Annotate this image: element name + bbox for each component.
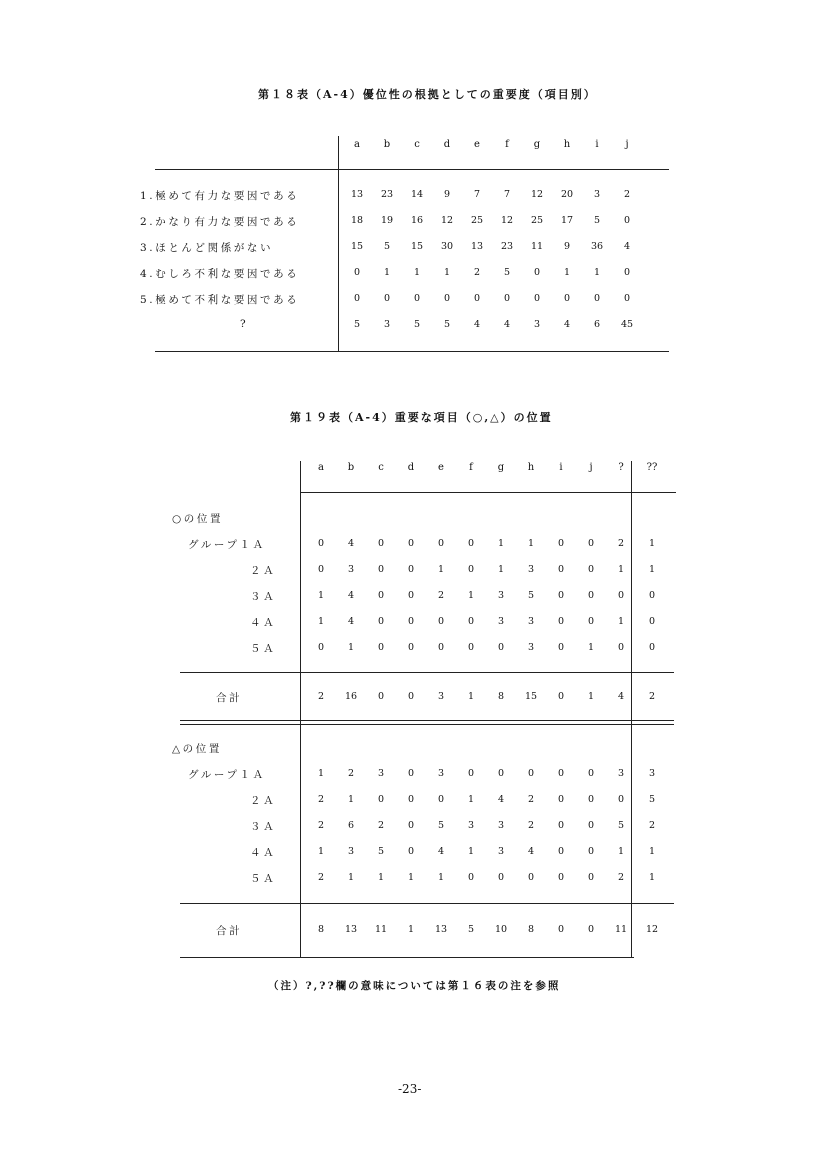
table19-extra-cell: 5 bbox=[648, 794, 656, 805]
table18-cell: 0 bbox=[533, 267, 541, 278]
table19-total-cell: 0 bbox=[377, 691, 385, 702]
table19-total-cell: 13 bbox=[344, 924, 358, 935]
table18-cell: 0 bbox=[623, 215, 631, 226]
table19-row-label: ２Ａ bbox=[250, 565, 277, 577]
table18-cell: 5 bbox=[443, 319, 451, 330]
table19-cell: 4 bbox=[347, 616, 355, 627]
table18-col-header: f bbox=[505, 139, 509, 150]
table18-col-header: h bbox=[563, 139, 571, 150]
table19-cell: 2 bbox=[617, 872, 625, 883]
table19-cell: 0 bbox=[527, 872, 535, 883]
table19-total-cell: 8 bbox=[527, 924, 535, 935]
section-double-rule-bottom bbox=[180, 724, 674, 725]
table19-extra-cell: 0 bbox=[648, 590, 656, 601]
table18-cell: 14 bbox=[410, 189, 424, 200]
table19-cell: 0 bbox=[557, 768, 565, 779]
table19-cell: 2 bbox=[347, 768, 355, 779]
table19-cell: 3 bbox=[497, 590, 505, 601]
table19-cell: 0 bbox=[437, 538, 445, 549]
table18-cell: 1 bbox=[413, 267, 421, 278]
table19-total-label: 合計 bbox=[216, 692, 243, 704]
table18-cell: 5 bbox=[413, 319, 421, 330]
table18-title: 第１８表（A-4）優位性の根拠としての重要度（項目別） bbox=[258, 88, 597, 101]
table19-cell: 3 bbox=[527, 564, 535, 575]
table19-row-label: ３Ａ bbox=[250, 591, 277, 603]
table19-cell: 0 bbox=[317, 642, 325, 653]
table18-cell: 12 bbox=[500, 215, 514, 226]
table18-cell: 0 bbox=[503, 293, 511, 304]
table19-label-divider bbox=[300, 461, 301, 957]
table19-cell: 4 bbox=[497, 794, 505, 805]
table19-cell: 0 bbox=[587, 794, 595, 805]
table19-total-cell: 1 bbox=[467, 691, 475, 702]
table19-total-cell: 1 bbox=[407, 924, 415, 935]
table19-cell: 1 bbox=[617, 616, 625, 627]
table19-cell: 0 bbox=[557, 538, 565, 549]
footnote: （注）?,??欄の意味については第１６表の注を参照 bbox=[268, 980, 561, 992]
table19-cell: 3 bbox=[497, 616, 505, 627]
table18-cell: 0 bbox=[533, 293, 541, 304]
table19-cell: 0 bbox=[407, 538, 415, 549]
table18-cell: 4 bbox=[473, 319, 481, 330]
table19-cell: 0 bbox=[407, 590, 415, 601]
table19-cell: 0 bbox=[407, 820, 415, 831]
table19-total-cell: 8 bbox=[497, 691, 505, 702]
table18-cell: 7 bbox=[503, 189, 511, 200]
table19-extra-cell: 0 bbox=[648, 642, 656, 653]
table19-cell: 3 bbox=[497, 846, 505, 857]
table19-cell: 3 bbox=[467, 820, 475, 831]
table19-cell: 3 bbox=[377, 768, 385, 779]
table19-cell: 3 bbox=[497, 820, 505, 831]
table19-header-rule bbox=[300, 492, 676, 493]
table19-extra-cell: 1 bbox=[648, 846, 656, 857]
table19-cell: 0 bbox=[377, 616, 385, 627]
table19-cell: 2 bbox=[527, 794, 535, 805]
table19-cell: 0 bbox=[467, 768, 475, 779]
table18-cell: 17 bbox=[560, 215, 574, 226]
table18-header-rule bbox=[155, 169, 669, 170]
table19-cell: 1 bbox=[437, 564, 445, 575]
table19-col-header: c bbox=[378, 462, 384, 473]
table19-cell: 3 bbox=[347, 846, 355, 857]
table18-cell: 13 bbox=[350, 189, 364, 200]
table18-cell: 4 bbox=[503, 319, 511, 330]
table18-col-header: g bbox=[533, 139, 541, 150]
table18-label-divider bbox=[338, 136, 339, 352]
table19-cell: 0 bbox=[617, 642, 625, 653]
table19-extra-cell: 1 bbox=[648, 872, 656, 883]
table19-total-extra: 2 bbox=[648, 691, 656, 702]
table19-cell: 5 bbox=[437, 820, 445, 831]
table19-cell: 0 bbox=[587, 820, 595, 831]
table19-col-header: g bbox=[497, 462, 505, 473]
table18-cell: 36 bbox=[590, 241, 604, 252]
table19-cell: 0 bbox=[407, 642, 415, 653]
table18-cell: 0 bbox=[353, 267, 361, 278]
table19-total-cell: 11 bbox=[614, 924, 628, 935]
table19-cell: 0 bbox=[377, 642, 385, 653]
table19-bottom-rule bbox=[180, 957, 634, 958]
table19-row-label: ５Ａ bbox=[250, 873, 277, 885]
table19-extra-col-header: ?? bbox=[646, 462, 658, 473]
table19-cell: 0 bbox=[617, 590, 625, 601]
table19-extra-cell: 0 bbox=[648, 616, 656, 627]
table19-cell: 3 bbox=[347, 564, 355, 575]
table18-cell: 15 bbox=[350, 241, 364, 252]
table19-cell: 3 bbox=[437, 768, 445, 779]
table19-cell: 0 bbox=[617, 794, 625, 805]
table18-cell: 0 bbox=[383, 293, 391, 304]
table18-cell: 1 bbox=[563, 267, 571, 278]
table18-cell: 0 bbox=[623, 267, 631, 278]
table18-col-header: a bbox=[354, 139, 360, 150]
table19-cell: 0 bbox=[437, 794, 445, 805]
table19-total-cell: 15 bbox=[524, 691, 538, 702]
table18-cell: 45 bbox=[620, 319, 634, 330]
table18-cell: 6 bbox=[593, 319, 601, 330]
table18-col-header: b bbox=[383, 139, 391, 150]
triangle-section-heading: △の位置 bbox=[172, 743, 222, 755]
table19-row-label: ２Ａ bbox=[250, 795, 277, 807]
table19-cell: 1 bbox=[347, 642, 355, 653]
table19-cell: 0 bbox=[557, 872, 565, 883]
table18-cell: 16 bbox=[410, 215, 424, 226]
table19-cell: 4 bbox=[527, 846, 535, 857]
table19-col-header: ? bbox=[618, 462, 624, 473]
table19-cell: 0 bbox=[497, 642, 505, 653]
table19-cell: 1 bbox=[467, 846, 475, 857]
table18-row-label: 3.ほとんど関係がない bbox=[140, 242, 274, 254]
table19-total-label: 合計 bbox=[216, 925, 243, 937]
table19-cell: 0 bbox=[587, 564, 595, 575]
table18-cell: 5 bbox=[503, 267, 511, 278]
table18-cell: 0 bbox=[473, 293, 481, 304]
table19-cell: 0 bbox=[407, 616, 415, 627]
table19-cell: 0 bbox=[557, 794, 565, 805]
table19-cell: 0 bbox=[557, 846, 565, 857]
table19-total-cell: 0 bbox=[407, 691, 415, 702]
table18-cell: 9 bbox=[563, 241, 571, 252]
table19-col-header: e bbox=[438, 462, 444, 473]
table19-total-cell: 10 bbox=[494, 924, 508, 935]
table19-col-header: b bbox=[347, 462, 355, 473]
table19-col-header: d bbox=[407, 462, 415, 473]
table19-cell: 0 bbox=[407, 846, 415, 857]
table19-cell: 0 bbox=[317, 538, 325, 549]
table18-cell: 15 bbox=[410, 241, 424, 252]
table19-cell: 0 bbox=[377, 538, 385, 549]
table18-cell: 18 bbox=[350, 215, 364, 226]
table18-cell: 20 bbox=[560, 189, 574, 200]
table18-row-label: 5.極めて不利な要因である bbox=[140, 294, 300, 306]
table18-col-header: j bbox=[625, 139, 629, 150]
table19-cell: 2 bbox=[317, 820, 325, 831]
table19-row-label: ４Ａ bbox=[250, 617, 277, 629]
table19-cell: 2 bbox=[617, 538, 625, 549]
table19-col-header: h bbox=[527, 462, 535, 473]
table18-cell: 2 bbox=[473, 267, 481, 278]
table19-cell: 5 bbox=[377, 846, 385, 857]
table19-cell: 1 bbox=[377, 872, 385, 883]
table19-cell: 0 bbox=[407, 768, 415, 779]
page-number: -23- bbox=[398, 1082, 422, 1096]
table18-cell: 25 bbox=[530, 215, 544, 226]
table19-cell: 0 bbox=[467, 642, 475, 653]
table19-cell: 4 bbox=[437, 846, 445, 857]
table18-cell: 5 bbox=[383, 241, 391, 252]
table19-cell: 0 bbox=[587, 768, 595, 779]
table19-cell: 0 bbox=[467, 872, 475, 883]
table18-cell: 4 bbox=[623, 241, 631, 252]
table18-cell: 13 bbox=[470, 241, 484, 252]
table19-extra-cell: 1 bbox=[648, 564, 656, 575]
table18-col-header: i bbox=[595, 139, 599, 150]
table19-cell: 2 bbox=[377, 820, 385, 831]
table18-cell: 5 bbox=[353, 319, 361, 330]
table19-cell: 1 bbox=[467, 794, 475, 805]
table18-col-header: d bbox=[443, 139, 451, 150]
table19-cell: 0 bbox=[587, 590, 595, 601]
table19-cell: 0 bbox=[587, 616, 595, 627]
table19-row-label: グループ１Ａ bbox=[188, 769, 266, 781]
table19-col-header: f bbox=[469, 462, 473, 473]
section-double-rule-top bbox=[180, 720, 674, 721]
table18-cell: 9 bbox=[443, 189, 451, 200]
table19-cell: 0 bbox=[557, 564, 565, 575]
table19-cell: 2 bbox=[527, 820, 535, 831]
table18-cell: 3 bbox=[383, 319, 391, 330]
table19-cell: 4 bbox=[347, 538, 355, 549]
table19-cell: 0 bbox=[557, 820, 565, 831]
table19-cell: 0 bbox=[377, 564, 385, 575]
table19-total-cell: 0 bbox=[557, 924, 565, 935]
table19-cell: 1 bbox=[317, 768, 325, 779]
table19-cell: 0 bbox=[587, 846, 595, 857]
circle-section-heading: ○の位置 bbox=[172, 513, 224, 525]
table19-total-cell: 0 bbox=[587, 924, 595, 935]
table19-cell: 2 bbox=[317, 794, 325, 805]
triangle-total-rule bbox=[180, 903, 674, 904]
table18-cell: 5 bbox=[593, 215, 601, 226]
table19-cell: 0 bbox=[377, 590, 385, 601]
table18-cell: 12 bbox=[440, 215, 454, 226]
table19-cell: 0 bbox=[467, 564, 475, 575]
table19-cell: 5 bbox=[617, 820, 625, 831]
table19-cell: 0 bbox=[437, 616, 445, 627]
table19-cell: 0 bbox=[557, 590, 565, 601]
table18-row-label: 4.むしろ不利な要因である bbox=[140, 268, 300, 280]
table19-col-header: a bbox=[318, 462, 324, 473]
table19-cell: 3 bbox=[527, 642, 535, 653]
table19-cell: 0 bbox=[527, 768, 535, 779]
table19-total-cell: 16 bbox=[344, 691, 358, 702]
table18-cell: 0 bbox=[353, 293, 361, 304]
table19-cell: 0 bbox=[467, 616, 475, 627]
table18-cell: 0 bbox=[593, 293, 601, 304]
table19-cell: 4 bbox=[347, 590, 355, 601]
table18-cell: 3 bbox=[533, 319, 541, 330]
table19-cell: 1 bbox=[617, 564, 625, 575]
table18-cell: 23 bbox=[380, 189, 394, 200]
table19-cell: 0 bbox=[467, 538, 475, 549]
table19-total-cell: 5 bbox=[467, 924, 475, 935]
table19-cell: 1 bbox=[467, 590, 475, 601]
table19-cell: 1 bbox=[497, 538, 505, 549]
table19-cell: 0 bbox=[557, 642, 565, 653]
table18-row-label: 2.かなり有力な要因である bbox=[140, 216, 300, 228]
table19-cell: 0 bbox=[407, 564, 415, 575]
table19-total-extra: 12 bbox=[645, 924, 659, 935]
table19-cell: 1 bbox=[347, 794, 355, 805]
table19-cell: 1 bbox=[437, 872, 445, 883]
table19-cell: 0 bbox=[587, 872, 595, 883]
table18-cell: 23 bbox=[500, 241, 514, 252]
circle-total-rule bbox=[180, 672, 674, 673]
table18-cell: 25 bbox=[470, 215, 484, 226]
table18-cell: 2 bbox=[623, 189, 631, 200]
table19-cell: 1 bbox=[527, 538, 535, 549]
table19-total-cell: 1 bbox=[587, 691, 595, 702]
table19-total-cell: 8 bbox=[317, 924, 325, 935]
table19-total-cell: 2 bbox=[317, 691, 325, 702]
table19-cell: 3 bbox=[617, 768, 625, 779]
table18-cell: 0 bbox=[563, 293, 571, 304]
table19-total-cell: 13 bbox=[434, 924, 448, 935]
table19-cell: 0 bbox=[407, 794, 415, 805]
table18-cell: 0 bbox=[443, 293, 451, 304]
table19-cell: 1 bbox=[407, 872, 415, 883]
table18-cell: 0 bbox=[413, 293, 421, 304]
table18-row-label: 1.極めて有力な要因である bbox=[140, 190, 300, 202]
table19-total-cell: 3 bbox=[437, 691, 445, 702]
table19-total-cell: 11 bbox=[374, 924, 388, 935]
table18-cell: 1 bbox=[383, 267, 391, 278]
table19-cell: 0 bbox=[497, 872, 505, 883]
table19-col-header: j bbox=[589, 462, 593, 473]
table19-cell: 1 bbox=[347, 872, 355, 883]
table19-extra-cell: 2 bbox=[648, 820, 656, 831]
table18-bottom-rule bbox=[155, 351, 669, 352]
table19-cell: 3 bbox=[527, 616, 535, 627]
table19-cell: 0 bbox=[587, 538, 595, 549]
table19-total-cell: 4 bbox=[617, 691, 625, 702]
table19-cell: 1 bbox=[317, 590, 325, 601]
table19-cell: 1 bbox=[497, 564, 505, 575]
table19-row-label: ３Ａ bbox=[250, 821, 277, 833]
table19-row-label: ５Ａ bbox=[250, 643, 277, 655]
table19-cell: 1 bbox=[587, 642, 595, 653]
table18-cell: 1 bbox=[593, 267, 601, 278]
table19-extra-cell: 1 bbox=[648, 538, 656, 549]
table19-cell: 0 bbox=[377, 794, 385, 805]
table19-col-header: i bbox=[559, 462, 563, 473]
table18-col-header: e bbox=[474, 139, 480, 150]
table19-cell: 1 bbox=[617, 846, 625, 857]
table19-extra-cell: 3 bbox=[648, 768, 656, 779]
table19-cell: 5 bbox=[527, 590, 535, 601]
table19-cell: 2 bbox=[317, 872, 325, 883]
table19-cell: 0 bbox=[437, 642, 445, 653]
table19-cell: 0 bbox=[557, 616, 565, 627]
table18-cell: 12 bbox=[530, 189, 544, 200]
table19-cell: 0 bbox=[317, 564, 325, 575]
table19-cell: 1 bbox=[317, 616, 325, 627]
table19-total-cell: 0 bbox=[557, 691, 565, 702]
table18-col-header: c bbox=[414, 139, 420, 150]
table19-row-label: グループ１Ａ bbox=[188, 539, 266, 551]
table19-title: 第１９表（A-4）重要な項目（○,△）の位置 bbox=[290, 411, 553, 424]
table18-cell: 1 bbox=[443, 267, 451, 278]
table18-cell: 11 bbox=[530, 241, 544, 252]
table18-cell: 7 bbox=[473, 189, 481, 200]
table19-cell: 0 bbox=[497, 768, 505, 779]
table19-row-label: ４Ａ bbox=[250, 847, 277, 859]
table19-cell: 2 bbox=[437, 590, 445, 601]
table18-cell: 4 bbox=[563, 319, 571, 330]
table18-cell: 3 bbox=[593, 189, 601, 200]
table18-row-label: ? bbox=[240, 318, 249, 330]
table18-cell: 19 bbox=[380, 215, 394, 226]
table18-cell: 30 bbox=[440, 241, 454, 252]
table19-cell: 6 bbox=[347, 820, 355, 831]
table19-cell: 1 bbox=[317, 846, 325, 857]
table18-cell: 0 bbox=[623, 293, 631, 304]
